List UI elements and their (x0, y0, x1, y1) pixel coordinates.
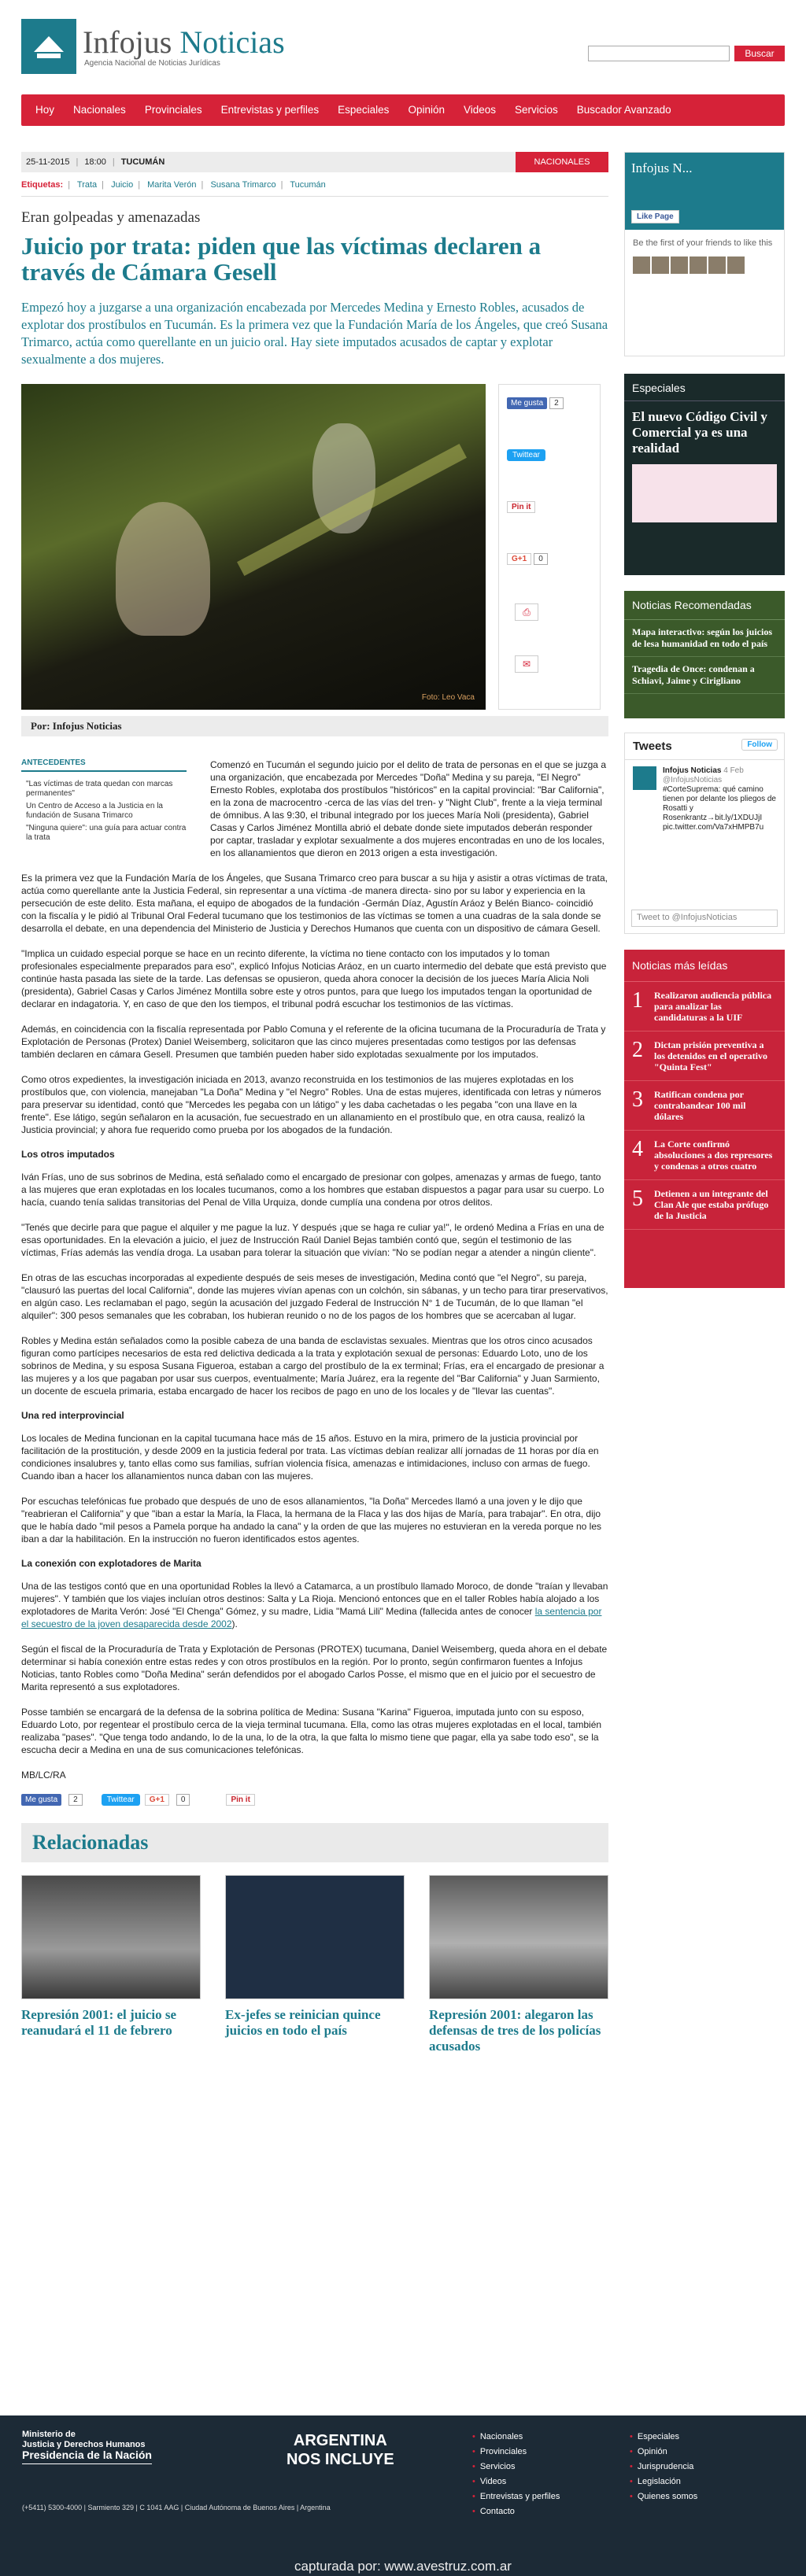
related-title: Relacionadas (21, 1823, 608, 1862)
mas-leida-item[interactable]: 3 Ratifican condena por contrabandear 100 mil dólares (624, 1081, 785, 1131)
related-list (21, 1875, 608, 2054)
argentina-logo: ARGENTINA NOS INCLUYE (287, 2432, 394, 2468)
nav-item-nacionales[interactable]: Nacionales (73, 104, 126, 116)
twitter-follow-button[interactable]: Follow (741, 739, 778, 751)
related-card[interactable] (429, 1875, 608, 2054)
facebook-page-name[interactable]: Infojus N... (631, 161, 693, 175)
twitter-share-button[interactable]: Twittear (102, 1794, 140, 1806)
paragraph: Los locales de Medina funcionan en la capital tucumana hace más de 15 años. Estuvo en la mira, primero de la justicia provincial por facilitación de la prostitución, y desde 2009 en la justicia federal por trata. Las víctimas debían realizar allí jornadas de 11 horas por día en condiciones insalubres y, tanto ellas como sus familias, sufrían violencia física, amenazas e intimidaciones, incluso con armas de fuego. Cuando iban a hacer los allanamientos nunca daban con las mujeres. (21, 1433, 599, 1482)
subheading: Una red interprovincial (21, 1410, 124, 1421)
paragraph: Por escuchas telefónicas fue probado que después de uno de esos allanamientos, "la Doña" Mercedes llamó a una joven y le dijo que "reabrieran el California" y que "iban a estar la María, la Flaca, la hermana de la Flaca y las dos hijas de María, para trabajar". En otra, dijo que le había dado "mil pesos a Pamela porque ha andado la cana" y la orden de que las mujeres no estuvieran en la vereda porque no les iban a dar la habilitación. En la instrucción no fueron identificados estos agentes. (21, 1496, 602, 1544)
capture-caption: capturada por: www.avestruz.com.ar (294, 2559, 512, 2574)
search-box (588, 46, 785, 61)
twitter-share-button[interactable]: Twittear (507, 449, 545, 461)
paragraph: Una de las testigos contó que en una oportunidad Robles la llevó a Catamarca, a un prostíbulo llamado Moroco, de donde "traían y llevaban mujeres". Y también que los viajes incluían otros destinos: Salta y La Rioja. Mencionó entonces que en el taller Robles había alojado a los explotadores de Marita Verón: José "El Chenga" Gómez, y su madre, Lidia "Mamá Lili" Medina (fallecida antes de conocer la sentencia por el secuestro de la joven desaparecida desde 2002). (21, 1581, 608, 1629)
related-title-text: Represión 2001: alegaron las defensas de tres de los policías acusados (429, 2007, 601, 2054)
article-kicker: Eran golpeadas y amenazadas (21, 209, 201, 226)
print-icon[interactable]: ⎙ (515, 603, 538, 621)
main-nav (21, 94, 785, 126)
google-plus-count: 0 (176, 1794, 190, 1806)
recomendada-item[interactable]: Mapa interactivo: según los juicios de lesa humanidad en todo el país (624, 620, 785, 657)
mas-leida-item[interactable]: 5 Detienen a un integrante del Clan Ale que estaba prófugo de la Justicia (624, 1180, 785, 1230)
nav-item-especiales[interactable]: Especiales (338, 104, 390, 116)
google-plus-button[interactable]: G+1 (145, 1794, 169, 1806)
antecedente-link[interactable]: "Ninguna quiere": una guía para actuar contra la trata (26, 824, 187, 842)
site-logo[interactable] (21, 19, 285, 74)
antecedentes-box (21, 758, 187, 846)
paragraph: Además, en coincidencia con la fiscalía representada por Pablo Comuna y el referente de la oficina tucumana de la Procuraduría de Trata y Explotación de Personas (Protex) Daniel Weisemberg, solicitaron que las cinco mujeres presentadas como testigos por las defensas también declaren en cámara Gesell. Presumen que también pueden haber sido explotadas sexualmente por los imputados. (21, 1024, 606, 1060)
recomendadas-title: Noticias Recomendadas (624, 591, 785, 620)
ministerio-logo: Ministerio de Justicia y Derechos Humanos Presidencia de la Nación (22, 2430, 152, 2464)
photo-credit: Foto: Leo Vaca (421, 693, 475, 702)
paragraph: "Implica un cuidado especial porque se hace en un recinto diferente, la víctima no tiene contacto con los imputados y lo toman profesionales especialmente preparados para eso", explicó Infojus Noticias Aráoz, en un cuarto intermedio del debate que está previsto que continúe hasta pasada las siete de la tarde. Las defensas se opusieron, queda ahora conocer la decisión de los jueces María Alicia Noli (presidenta), Gabriel Casas y Carlos Jiménez Montilla sobre este y otros puntos, para que luego los imputados tengan la oportunidad de declarar en indagatoria. Y, en caso de que den los tiempos, el tribunal podrá escuchar los testimonios de las víctimas. (21, 948, 607, 1009)
tag-link[interactable]: Trata (76, 180, 98, 190)
paragraph: En otras de las escuchas incorporadas al expediente después de seis meses de investigación, Medina contó que "el Negro", su pareja, "clausuró las puertas del local California", donde las mujeres vivían apenas con un colchón, sin sábanas, y un techo para tirar preservativos, en algún caso. Les reclamaban el pago, según la acusación del juzgado Federal de Instrucción N° 1 de Tucumán, de lo que llaman "el alquiler": 300 pesos semanales que les cobraban, los hubieran reunido o no de los pagos de los hombres que se acercaban al lugar. (21, 1272, 608, 1321)
tags-label: Etiquetas: (21, 180, 64, 190)
site-footer (0, 2415, 806, 2576)
footer-links-1: • Nacionales • Provinciales • Servicios • Videos • Entrevistas y perfiles • Contacto (472, 2432, 560, 2516)
facebook-count: 2 (68, 1794, 83, 1806)
especiales-item[interactable]: El nuevo Código Civil y Comercial ya es una realidad (632, 409, 767, 456)
article-date: 25-11-2015 (26, 157, 70, 167)
mas-leidas-widget (624, 950, 785, 1288)
tag-link[interactable]: Juicio (111, 180, 134, 190)
tweet-to-input[interactable]: Tweet to @InfojusNoticias (631, 910, 778, 927)
antecedente-link[interactable]: "Las víctimas de trata quedan con marcas permanentes" (26, 780, 173, 798)
article-byline: Por: Infojus Noticias (21, 716, 608, 736)
bottom-share-bar (21, 1794, 608, 1806)
article-photo (21, 384, 486, 710)
article-body (21, 758, 608, 2054)
site-header (21, 16, 785, 79)
twitter-widget (624, 733, 785, 934)
footer-link[interactable]: Opinión (637, 2447, 667, 2456)
nav-item-provinciales[interactable]: Provinciales (144, 104, 202, 116)
tag-link[interactable]: Marita Verón (147, 180, 197, 190)
tweets-title: Tweets (633, 740, 672, 753)
google-plus-button[interactable]: G+1 (507, 553, 531, 565)
paragraph: Robles y Medina están señalados como la posible cabeza de una banda de esclavistas sexuales. Mientras que los otros cinco acusados figuran como partícipes necesarios de esta red delictiva dedicada a la trata y explotación sexual de personas: Eduardo Loto, uno de los sobrinos de Medina, y su esposa Susana Figueroa, estaban a cargo del prostíbulo de la ex terminal; Frías, era el encargado de presionar a las mujeres y a los que pagaban por usar sus cuerpos, eventualmente; María Juárez, era la regente del "Bar California" y Juan Sarmiento, un docente de escuela primaria, estaba encargado de hacer los recibos de pago en uno de los locales y de "llevar las cuentas". (21, 1335, 604, 1397)
avatar (633, 766, 656, 790)
pinterest-button[interactable]: Pin it (226, 1794, 254, 1806)
related-image (21, 1875, 201, 1999)
antecedentes-title: ANTECEDENTES (21, 758, 187, 772)
article-lead: Empezó hoy a juzgarse a una organización encabezada por Mercedes Medina y Ernesto Robles, acusados de explotar dos prostíbulos en Tucumán. Es la primera vez que la Fundación María de los Ángeles, que creó Susana Trimarco, actúa como querellante en un juicio oral. Hay siete imputados acusados de captar y explotar sexualmente a dos mujeres. (21, 300, 608, 367)
section-badge[interactable]: NACIONALES (516, 152, 608, 172)
tags-row: Etiquetas: | Trata | Juicio | Marita Verón | Susana Trimarco | Tucumán (21, 180, 608, 197)
google-plus-count: 0 (534, 553, 548, 565)
related-image (225, 1875, 405, 1999)
mas-leidas-title: Noticias más leídas (624, 950, 785, 982)
facebook-like-button[interactable]: Me gusta (21, 1794, 61, 1806)
footer-address: (+5411) 5300-4000 | Sarmiento 329 | C 1041 AAG | Ciudad Autónoma de Buenos Aires | Argentina (22, 2504, 331, 2511)
subheading: Los otros imputados (21, 1149, 115, 1160)
facebook-text: Be the first of your friends to like this (633, 238, 773, 248)
paragraph: Es la primera vez que la Fundación María de los Ángeles, que Susana Trimarco creo para buscar a su hija y asistir a otras víctimas de trata, actúa como querellante ante la Justicia Federal, sin representar a una víctima -de manera directa- sino por su labor y experiencia en la persecución de este delito. Esta mañana, el equipo de abogados de la fundación -Germán Díaz, Agustín Aráoz y Belén Bianco- coincidió con la fiscalía y le pidió al Tribunal Oral Federal tucumano que los testimonios de las víctimas se tomen a una cuadras de la sala donde se desarrolla el debate, en una dependencia del Ministerio de Justicia y Derechos Humanos que cuenta con un dispositivo de cámara Gesell. (21, 873, 608, 934)
paragraph: Como otros expedientes, la investigación iniciada en 2013, avanzo reconstruida en los testimonios de las mujeres explotadas en los prostíbulos que, con violencia, manejaban "La Doña" Medina y "el Negro" Robles. Una de estas mujeres, identificada con letras y números para preservar su identidad, contó que "Mercedes les pegaba con un látigo" y les daba cachetadas o les pegaba "con una llave en la frente". Ese látigo, según señalaron en la acusación, fue secuestrado en un allanamiento en el prostíbulo que, en otra causa, realizó la Justicia provincial; y ahora fue requerido como prueba por los abogados de la fundación. (21, 1074, 601, 1135)
nav-item-servicios[interactable]: Servicios (515, 104, 558, 116)
especiales-title: Especiales (624, 374, 785, 401)
sentencia-link[interactable]: la sentencia por el secuestro de la joven desaparecida desde 2002 (21, 1606, 602, 1629)
nav-item-opinion[interactable]: Opinión (408, 104, 445, 116)
tweet-user[interactable]: Infojus Noticias (663, 766, 722, 775)
footer-link[interactable]: Servicios (479, 2462, 516, 2471)
footer-links-2: • Especiales • Opinión • Jurisprudencia • Legislación • Quienes somos (630, 2432, 698, 2501)
nav-item-hoy[interactable]: Hoy (35, 104, 55, 116)
paragraph: Posse también se encargará de la defensa de la sobrina política de Medina: Susana "Karina" Figueroa, imputada junto con su esposo, Eduardo Loto, por regentear el prostíbulo cerca de la vieja terminal tucumana. Ella, como las otras mujeres explotadas en el local, también realizaba "pases". "Que tenga todo andando, lo de la una, lo de la otra, la que falta lo mismo tiene que pagar, ella ya sabe todo eso", se la escucha decir a Medina en una de sus comunicaciones telefónicas. (21, 1707, 602, 1755)
facebook-friends (625, 256, 784, 274)
article-time: 18:00 (84, 157, 106, 167)
footer-link[interactable]: Videos (479, 2477, 507, 2486)
related-image (429, 1875, 608, 1999)
logo-tagline: Agencia Nacional de Noticias Jurídicas (84, 58, 220, 68)
recomendadas-widget (624, 591, 785, 718)
signature: MB/LC/RA (21, 1770, 66, 1781)
tag-link[interactable]: Susana Trimarco (210, 180, 276, 190)
tweet-handle: @InfojusNoticias (663, 776, 723, 784)
brand-noticias: Noticias (179, 24, 285, 60)
article-main (21, 152, 608, 2054)
share-panel (498, 384, 601, 710)
pinterest-button[interactable]: Pin it (507, 501, 535, 513)
footer-link[interactable]: Provinciales (479, 2447, 527, 2456)
logo-icon (21, 19, 76, 74)
footer-link[interactable]: Nacionales (479, 2432, 523, 2441)
related-card[interactable] (225, 1875, 405, 2054)
article-headline: Juicio por trata: piden que las víctimas declaren a través de Cámara Gesell (21, 232, 542, 286)
footer-link[interactable]: Legislación (637, 2477, 681, 2486)
facebook-like-page-button[interactable]: Like Page (631, 210, 679, 223)
especiales-image[interactable] (632, 464, 777, 522)
subheading: La conexión con explotadores de Marita (21, 1558, 202, 1569)
footer-link[interactable]: Jurisprudencia (637, 2462, 694, 2471)
nav-item-entrevistas[interactable]: Entrevistas y perfiles (220, 104, 320, 116)
paragraph: "Tenés que decirle para que pague el alquiler y me pague la luz. Y después ¡que se haga re culiar ya!", le ordenó Medina a Frías en una de esas oportunidades. En la elevación a juicio, el juez de Instrucción Raúl Daniel Bejas también contó que, según el testimonio de las víctimas, Frías además las vendía droga. La usaban para tolerar la situación que vivían: "No se podían negar a atender a ningún cliente". (21, 1222, 604, 1258)
search-button[interactable]: Buscar (734, 46, 785, 61)
paragraph: Según el fiscal de la Procuraduría de Trata y Explotación de Personas (PROTEX) tucumana, Daniel Weisemberg, queda ahora en el debate determinar si había conexión entre estas redes y con otros prostíbulos en la región. Por lo pronto, según confirmaron fuentes a Infojus Noticias, tanto Robles como "Doña Medina" serán defendidos por el abogado Carlos Posse, el mismo que en el juicio por el secuestro de Marita representó a sus explotadores. (21, 1644, 608, 1692)
nav-item-buscador[interactable]: Buscador Avanzado (576, 104, 671, 116)
mas-leida-item[interactable]: 2 Dictan prisión preventiva a los detenidos en el operativo "Quinta Fest" (624, 1032, 785, 1081)
tweet-text: #CorteSuprema: qué camino tienen por delante los pliegos de Rosatti y Rosenkrantz→bit.ly/1XDUJjI pic.twitter.com/Va7xHMPB7u (663, 785, 776, 832)
footer-link[interactable]: Especiales (637, 2432, 680, 2441)
sidebar (624, 152, 785, 1288)
email-icon[interactable]: ✉ (515, 655, 538, 673)
tag-link[interactable]: Tucumán (290, 180, 326, 190)
footer-link[interactable]: Contacto (479, 2507, 515, 2516)
tweet (625, 760, 784, 839)
nav-item-videos[interactable]: Videos (463, 104, 497, 116)
facebook-like-button[interactable]: Me gusta (507, 397, 547, 409)
mas-leida-item[interactable]: 4 La Corte confirmó absoluciones a dos represores y condenas a otros cuatro (624, 1131, 785, 1180)
antecedente-link[interactable]: Un Centro de Acceso a la Justicia en la fundación de Susana Trimarco (26, 802, 163, 820)
recomendada-item[interactable]: Tragedia de Once: condenan a Schiavi, Jaime y Cirigliano (624, 657, 785, 694)
footer-link[interactable]: Entrevistas y perfiles (479, 2492, 560, 2501)
facebook-widget (624, 152, 785, 356)
facebook-count: 2 (549, 397, 564, 409)
footer-link[interactable]: Quienes somos (637, 2492, 698, 2501)
paragraph: Comenzó en Tucumán el segundo juicio por el delito de trata de personas en el que se juzga a una organización, que encabezada por Mercedes "Doña" Medina y su pareja, "El Negro" Ernesto Robles, explotaba dos prostíbulos "históricos" en la capital provincial: "Bar California", en la zona de macrocentro -cerca de las vías del tren- y "Night Club", frente a la vieja terminal de ómnibus. A las 9:30, el tribunal integrado por los jueces María Noli (presidenta), Gabriel Casas y Carlos Jiménez Montilla abrió el debate donde siete imputados deberán responder por captar, trasladar y explotar sexualmente a dos mujeres encontradas en uno de los locales, en los allanamientos que dieron en 2013 origen a esta investigación. (210, 759, 606, 858)
article-meta: 25-11-2015 | 18:00 | TUCUMÁN NACIONALES (21, 152, 608, 172)
search-input[interactable] (588, 46, 730, 61)
facebook-cover (625, 153, 784, 230)
tweet-date: 4 Feb (723, 766, 744, 775)
article-place: TUCUMÁN (120, 157, 165, 167)
related-title-text: Ex-jefes se reinician quince juicios en todo el país (225, 2007, 381, 2038)
mas-leida-item[interactable]: 1 Realizaron audiencia pública para analizar las candidaturas a la UIF (624, 982, 785, 1032)
related-title-text: Represión 2001: el juicio se reanudará el 11 de febrero (21, 2007, 177, 2038)
especiales-widget (624, 374, 785, 575)
brand-infojus: Infojus (83, 24, 172, 60)
paragraph: Iván Frías, uno de sus sobrinos de Medina, está señalado como el encargado de presionar con golpes, amenazas y armas de fuego, tanto a las mujeres que eran explotadas en los locales tucumanos, como a los hombres que estaban dispuestos a pagar para usar su cuerpo. Lo hacía, cuando tenía salidas transitorias del Penal de Villa Urquiza, donde cumplía una condena por otros delitos. (21, 1172, 604, 1208)
related-card[interactable] (21, 1875, 201, 2054)
